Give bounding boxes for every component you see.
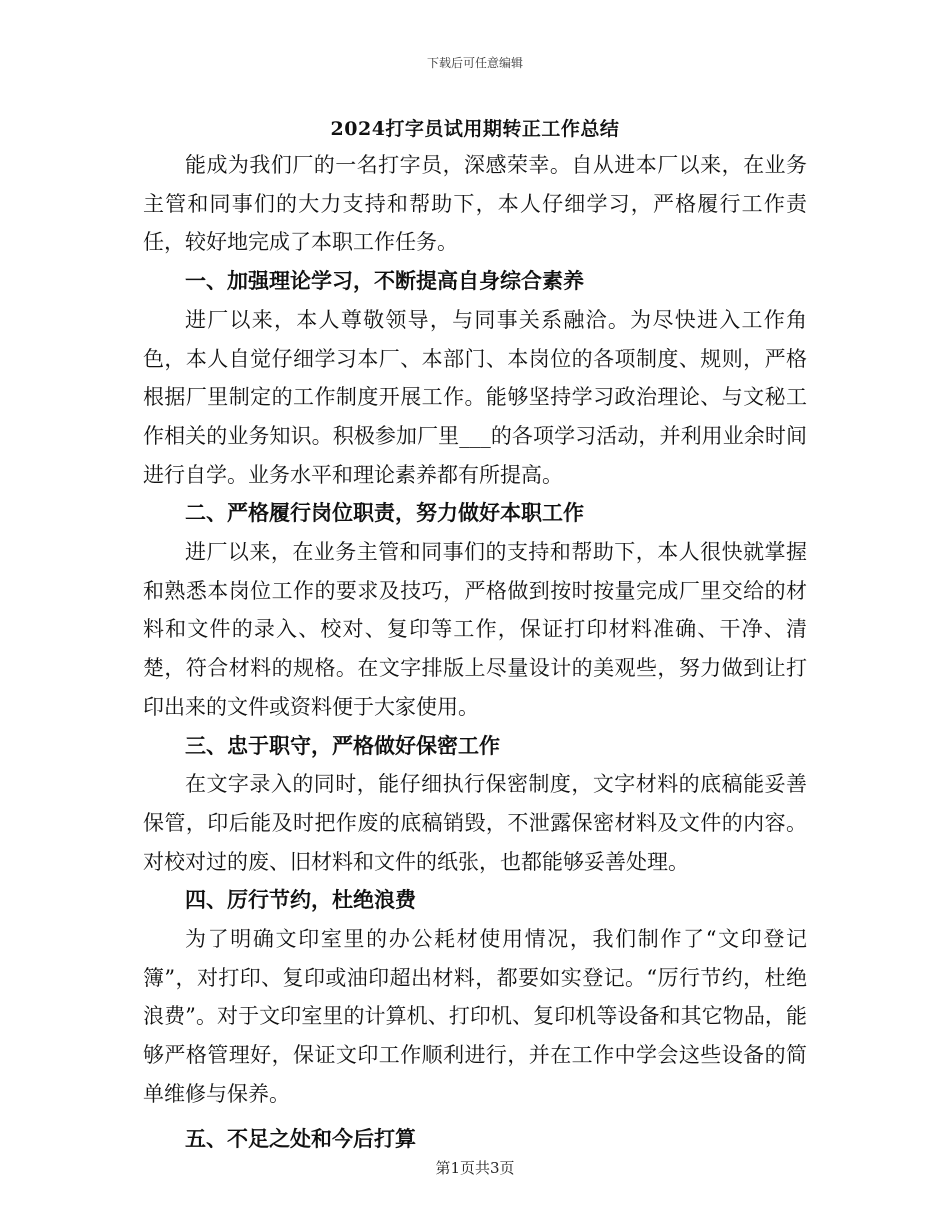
- document-title: 2024打字员试用期转正工作总结: [330, 118, 620, 140]
- section-heading-3: 三、忠于职守，严格做好保密工作: [185, 732, 500, 758]
- section-heading-4: 四、厉行节约，杜绝浪费: [185, 887, 416, 913]
- header-note: 下载后可任意编辑: [426, 56, 523, 70]
- section-body-1: 进厂以来，本人尊敬领导，与同事关系融洽。为尽快进入工作角色，本人自觉仔细学习本厂、本部门、本岗位的各项制度、规则，严格根据厂里制定的工作制度开展工作。能够坚持学习政治理论、与文秘工作相关的业务知识。积极参加厂里___的各项学习活动，并利用业余时间进行自学。业务水平和理论素养都有所提高。: [143, 307, 807, 487]
- section-heading-1: 一、加强理论学习，不断提高自身综合素养: [185, 268, 584, 294]
- section-body-2: 进厂以来，在业务主管和同事们的支持和帮助下，本人很快就掌握和熟悉本岗位工作的要求及技巧，严格做到按时按量完成厂里交给的材料和文件的录入、校对、复印等工作，保证打印材料准确、干净、清楚，符合材料的规格。在文字排版上尽量设计的美观些，努力做到让打印出来的文件或资料便于大家使用。: [143, 540, 807, 719]
- section-heading-2: 二、严格履行岗位职责，努力做好本职工作: [185, 500, 584, 526]
- page-number: 第1页共3页: [435, 1159, 515, 1177]
- section-body-3: 在文字录入的同时，能仔细执行保密制度，文字材料的底稿能妥善保管，印后能及时把作废的底稿销毁，不泄露保密材料及文件的内容。对校对过的废、旧材料和文件的纸张，也都能够妥善处理。: [143, 772, 807, 874]
- intro-paragraph: 能成为我们厂的一名打字员，深感荣幸。自从进本厂以来，在业务主管和同事们的大力支持和帮助下，本人仔细学习，严格履行工作责任，较好地完成了本职工作任务。: [143, 153, 807, 255]
- section-body-4: 为了明确文印室里的办公耗材使用情况，我们制作了“文印登记簿”，对打印、复印或油印超出材料，都要如实登记。“厉行节约，杜绝浪费”。对于文印室里的计算机、打印机、复印机等设备和其它物品，能够严格管理好，保证文印工作顺利进行，并在工作中学会这些设备的简单维修与保养。: [143, 927, 807, 1106]
- document-body: [143, 146, 807, 1158]
- section-heading-5: 五、不足之处和今后打算: [185, 1125, 416, 1151]
